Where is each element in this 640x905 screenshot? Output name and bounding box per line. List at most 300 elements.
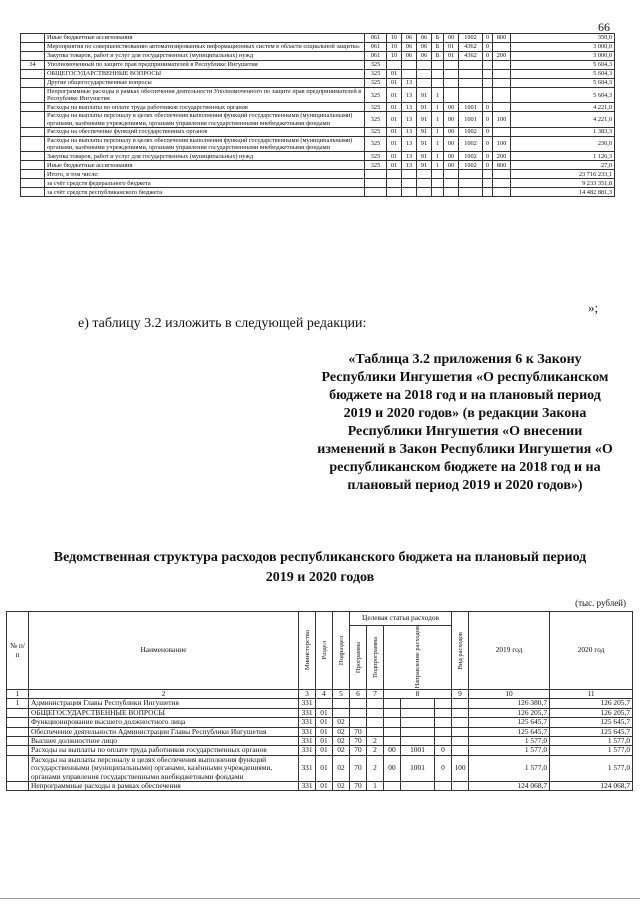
column-index: 6 <box>350 690 367 699</box>
code-cell <box>435 727 452 736</box>
table-row <box>21 127 615 136</box>
code-cell: 13 <box>402 136 417 151</box>
table-row <box>7 737 633 746</box>
row-name: Другие общегосударственные вопросы <box>45 79 365 88</box>
code-cell <box>444 170 459 179</box>
header-subsection-label: Подраздел <box>337 635 345 666</box>
code-cell <box>402 170 417 179</box>
code-cell: 10 <box>387 52 402 61</box>
code-cell: 00 <box>384 746 401 755</box>
header-2019: 2019 год <box>469 612 550 690</box>
code-cell <box>401 718 435 727</box>
table-row <box>21 88 615 103</box>
code-cell <box>402 61 417 70</box>
row-number <box>21 179 45 188</box>
row-name: Расходы на обеспечение функций государственных органов <box>45 127 365 136</box>
code-cell: 00 <box>444 127 459 136</box>
row-name: Непрограммные расходы в рамках обеспечения деятельности Уполномоченного по защите прав предпринимателей в Республике Ингушетия <box>45 88 365 103</box>
code-cell: 02 <box>333 727 350 736</box>
amount-2020: 125 645,7 <box>550 727 633 736</box>
amount-2019: 125 645,7 <box>469 727 550 736</box>
code-cell: 01 <box>316 755 333 781</box>
code-cell: 0 <box>483 112 493 127</box>
table-row <box>7 727 633 736</box>
code-cell <box>452 737 469 746</box>
code-cell: 00 <box>444 112 459 127</box>
code-cell: 200 <box>493 152 511 161</box>
code-cell <box>402 70 417 79</box>
row-number <box>21 188 45 197</box>
code-cell <box>435 699 452 708</box>
header-2020: 2020 год <box>550 612 633 690</box>
code-cell: 325 <box>365 70 387 79</box>
code-cell: 331 <box>299 708 316 717</box>
code-cell: 325 <box>365 127 387 136</box>
code-cell: 91 <box>417 112 432 127</box>
code-cell <box>452 782 469 791</box>
code-cell <box>367 708 384 717</box>
column-index: 7 <box>367 690 384 699</box>
code-cell: 02 <box>333 755 350 781</box>
amount-2020: 126 205,7 <box>550 708 633 717</box>
table-row <box>21 61 615 70</box>
amount-cell: 9 233 351,8 <box>511 179 615 188</box>
code-cell <box>401 737 435 746</box>
amount-cell: 27,0 <box>511 161 615 170</box>
code-cell: 0 <box>435 755 452 781</box>
table-heading-reference: «Таблица 3.2 приложения 6 к Закону Республики Ингушетия «О республиканском бюджете на 2018 год и на плановый период 2019 и 2020 годов» (в редакции Закона Республики Ингушетия «О внесении изменений в Закон Республики Ингушетия «О республиканском бюджете на 2018 год и на плановый период 2019 и 2020 годов») <box>317 352 613 493</box>
code-cell <box>401 782 435 791</box>
code-cell: 331 <box>299 718 316 727</box>
code-cell <box>452 727 469 736</box>
table-row <box>7 782 633 791</box>
code-cell: 02 <box>333 737 350 746</box>
code-cell <box>483 61 493 70</box>
code-cell: 1001 <box>401 755 435 781</box>
code-cell: 1002 <box>459 127 483 136</box>
code-cell: 325 <box>365 79 387 88</box>
table-row <box>7 755 633 781</box>
row-name: за счёт средств республиканского бюджета <box>45 188 365 197</box>
code-cell: 00 <box>444 34 459 43</box>
table-row <box>21 43 615 52</box>
code-cell: 1 <box>432 136 444 151</box>
header-name: Наименование <box>29 612 299 690</box>
code-cell: 01 <box>316 746 333 755</box>
row-name: Мероприятия по совершенствованию автоматизированных информационных систем в области социальной защиты» <box>45 43 365 52</box>
row-name: Иные бюджетные ассигнования <box>45 161 365 170</box>
code-cell: 00 <box>444 136 459 151</box>
column-index-row <box>7 690 633 699</box>
row-name: Расходы на выплаты по оплате труда работников государственных органов <box>29 746 299 755</box>
header-program <box>350 626 367 690</box>
code-cell <box>367 699 384 708</box>
header-ministry-label: Министерство <box>303 630 311 671</box>
code-cell <box>493 79 511 88</box>
row-name: ОБЩЕГОСУДАРСТВЕННЫЕ ВОПРОСЫ <box>45 70 365 79</box>
amount-cell: 5 604,3 <box>511 70 615 79</box>
code-cell: 01 <box>444 43 459 52</box>
code-cell: 331 <box>299 782 316 791</box>
row-number <box>7 718 29 727</box>
header-direction-label: Направление расходов <box>414 626 421 689</box>
code-cell <box>493 88 511 103</box>
header-target-article: Целевая статья расходов <box>350 612 452 626</box>
code-cell <box>401 727 435 736</box>
amount-2019: 1 577,0 <box>469 755 550 781</box>
code-cell <box>444 188 459 197</box>
code-cell: 01 <box>316 727 333 736</box>
code-cell: 061 <box>365 34 387 43</box>
code-cell <box>432 179 444 188</box>
row-number: 34 <box>21 61 45 70</box>
code-cell <box>459 70 483 79</box>
code-cell: 0 <box>483 161 493 170</box>
amount-cell: 23 716 233,1 <box>511 170 615 179</box>
code-cell: 91 <box>417 152 432 161</box>
amount-cell: 5 604,3 <box>511 79 615 88</box>
code-cell: 1 <box>432 152 444 161</box>
code-cell: 325 <box>365 112 387 127</box>
code-cell: 1002 <box>459 152 483 161</box>
code-cell <box>444 179 459 188</box>
code-cell: 800 <box>493 34 511 43</box>
header-direction <box>384 626 452 690</box>
code-cell <box>459 188 483 197</box>
code-cell <box>365 188 387 197</box>
amount-2020: 1 577,0 <box>550 737 633 746</box>
header-subprogram <box>367 626 384 690</box>
table-row <box>21 103 615 112</box>
table-row <box>21 112 615 127</box>
code-cell: 00 <box>444 152 459 161</box>
header-section <box>316 612 333 690</box>
code-cell <box>493 61 511 70</box>
code-cell <box>401 699 435 708</box>
code-cell <box>483 179 493 188</box>
row-name: Закупка товаров, работ и услуг для государственных (муниципальных) нужд <box>45 152 365 161</box>
code-cell <box>384 708 401 717</box>
code-cell <box>384 737 401 746</box>
code-cell <box>350 718 367 727</box>
amount-cell: 3 000,0 <box>511 52 615 61</box>
column-index: 4 <box>316 690 333 699</box>
code-cell: 01 <box>387 88 402 103</box>
code-cell: 331 <box>299 699 316 708</box>
code-cell <box>452 699 469 708</box>
row-number <box>7 746 29 755</box>
amount-2020: 1 577,0 <box>550 746 633 755</box>
code-cell: 91 <box>417 88 432 103</box>
amount-2019: 1 577,0 <box>469 737 550 746</box>
code-cell: 91 <box>417 127 432 136</box>
row-name: Расходы на выплаты персоналу в целях обеспечения выполнения функций государственными (муниципальными) органами, казёнными учреждениями, органами управления государственными внебюджетными фондами <box>45 112 365 127</box>
code-cell <box>333 699 350 708</box>
code-cell <box>417 179 432 188</box>
code-cell <box>333 708 350 717</box>
code-cell: 06 <box>417 43 432 52</box>
code-cell: 0 <box>483 103 493 112</box>
code-cell: 1002 <box>459 161 483 170</box>
code-cell: 100 <box>493 112 511 127</box>
amount-cell: 4 221,0 <box>511 103 615 112</box>
code-cell: 70 <box>350 755 367 781</box>
table-row <box>21 52 615 61</box>
row-name: за счёт средств федерального бюджета <box>45 179 365 188</box>
column-index: 2 <box>29 690 299 699</box>
header-subprogram-label: Подпрограмма <box>371 637 379 678</box>
code-cell: 06 <box>402 43 417 52</box>
amount-cell: 230,0 <box>511 136 615 151</box>
code-cell <box>384 782 401 791</box>
code-cell: 70 <box>350 737 367 746</box>
code-cell: 1 <box>432 112 444 127</box>
code-cell: 01 <box>316 718 333 727</box>
code-cell: 70 <box>350 727 367 736</box>
code-cell <box>417 188 432 197</box>
code-cell: 13 <box>402 161 417 170</box>
code-cell: 0 <box>483 34 493 43</box>
code-cell: 00 <box>444 103 459 112</box>
column-index: 8 <box>384 690 452 699</box>
code-cell: 01 <box>387 112 402 127</box>
column-index: 3 <box>299 690 316 699</box>
code-cell <box>350 699 367 708</box>
code-cell: 02 <box>333 746 350 755</box>
row-number <box>21 34 45 43</box>
header-section-label: Раздел <box>320 641 328 660</box>
code-cell: 331 <box>299 746 316 755</box>
row-number <box>21 52 45 61</box>
page-number: 66 <box>598 20 610 34</box>
amount-2020: 1 577,0 <box>550 755 633 781</box>
row-number <box>7 737 29 746</box>
code-cell <box>402 179 417 188</box>
amount-cell: 350,0 <box>511 34 615 43</box>
code-cell: 1 <box>432 88 444 103</box>
code-cell: 01 <box>387 161 402 170</box>
code-cell: 1001 <box>401 746 435 755</box>
table-row <box>21 188 615 197</box>
table-row <box>7 708 633 717</box>
code-cell: 325 <box>365 152 387 161</box>
row-name: Администрация Главы Республики Ингушетия <box>29 699 299 708</box>
table-row <box>21 79 615 88</box>
code-cell <box>316 699 333 708</box>
row-name: Функционирование высшего должностного лица <box>29 718 299 727</box>
row-number <box>21 152 45 161</box>
amount-cell: 1 126,3 <box>511 152 615 161</box>
code-cell <box>367 727 384 736</box>
code-cell: 70 <box>350 782 367 791</box>
code-cell: 100 <box>452 755 469 781</box>
code-cell <box>459 170 483 179</box>
table-row <box>21 70 615 79</box>
amount-2019: 126 380,7 <box>469 699 550 708</box>
code-cell: 1001 <box>459 112 483 127</box>
closing-mark: »; <box>588 300 599 315</box>
code-cell: 10 <box>387 34 402 43</box>
code-cell: 331 <box>299 737 316 746</box>
code-cell <box>432 61 444 70</box>
code-cell <box>384 718 401 727</box>
row-name: Расходы на выплаты персоналу в целях обеспечения выполнения функций государственными (муниципальными) органами, казёнными учреждениями, органами управления государственными внебюджетными фондами <box>45 136 365 151</box>
code-cell <box>365 179 387 188</box>
code-cell <box>417 170 432 179</box>
code-cell <box>432 70 444 79</box>
amount-2020: 125 645,7 <box>550 718 633 727</box>
code-cell: 1 <box>367 782 384 791</box>
code-cell <box>384 727 401 736</box>
row-number: 1 <box>7 699 29 708</box>
code-cell: 0 <box>435 746 452 755</box>
code-cell: 0 <box>483 127 493 136</box>
code-cell: 06 <box>402 34 417 43</box>
header-subsection <box>333 612 350 690</box>
code-cell: 0 <box>483 52 493 61</box>
code-cell <box>432 170 444 179</box>
column-index: 10 <box>469 690 550 699</box>
code-cell: 2 <box>367 737 384 746</box>
amount-2020: 126 205,7 <box>550 699 633 708</box>
code-cell: 1 <box>432 161 444 170</box>
table-row <box>21 152 615 161</box>
row-number <box>21 136 45 151</box>
code-cell: 13 <box>402 112 417 127</box>
code-cell: 01 <box>387 127 402 136</box>
code-cell <box>493 43 511 52</box>
row-name: Высшее должностное лицо <box>29 737 299 746</box>
code-cell <box>350 708 367 717</box>
code-cell: 1002 <box>459 136 483 151</box>
row-number <box>7 708 29 717</box>
code-cell <box>493 70 511 79</box>
row-number <box>21 127 45 136</box>
code-cell: 00 <box>444 161 459 170</box>
column-index: 1 <box>7 690 29 699</box>
code-cell: 91 <box>417 103 432 112</box>
row-number <box>21 170 45 179</box>
code-cell: 061 <box>365 52 387 61</box>
code-cell: 13 <box>402 127 417 136</box>
row-name: Иные бюджетные ассигнования <box>45 34 365 43</box>
code-cell <box>365 170 387 179</box>
code-cell <box>459 179 483 188</box>
code-cell <box>417 70 432 79</box>
code-cell: 01 <box>444 52 459 61</box>
table-row <box>21 179 615 188</box>
code-cell <box>387 179 402 188</box>
table-row <box>7 746 633 755</box>
row-name: Расходы на выплаты по оплате труда работников государственных органов <box>45 103 365 112</box>
unit-label: (тыс. рублей) <box>575 598 626 608</box>
amount-2019: 125 645,7 <box>469 718 550 727</box>
code-cell: 325 <box>365 88 387 103</box>
amount-cell: 1 383,3 <box>511 127 615 136</box>
document-title: Ведомственная структура расходов республиканского бюджета на плановый период 2019 и 2020 годов <box>53 550 587 585</box>
column-index: 5 <box>333 690 350 699</box>
code-cell <box>444 79 459 88</box>
code-cell <box>444 61 459 70</box>
code-cell: 06 <box>402 52 417 61</box>
code-cell: 0 <box>483 136 493 151</box>
row-number <box>21 103 45 112</box>
column-index: 9 <box>452 690 469 699</box>
amount-2019: 1 577,0 <box>469 746 550 755</box>
code-cell: 331 <box>299 727 316 736</box>
code-cell: 0 <box>483 43 493 52</box>
code-cell: 800 <box>493 161 511 170</box>
row-name: Непрограммные расходы в рамках обеспечения <box>29 782 299 791</box>
code-cell: 13 <box>402 152 417 161</box>
row-name: Расходы на выплаты персоналу в целях обеспечения выполнения функций государственными (муниципальными) органами, казёнными учреждениями, органами управления государственными внебюджетными фондами <box>29 755 299 781</box>
code-cell <box>435 737 452 746</box>
row-number <box>21 161 45 170</box>
amount-cell: 3 000,0 <box>511 43 615 52</box>
code-cell: Б <box>432 52 444 61</box>
code-cell: 1001 <box>459 103 483 112</box>
budget-structure-table <box>6 611 633 791</box>
amount-cell: 14 482 881,3 <box>511 188 615 197</box>
code-cell <box>483 188 493 197</box>
code-cell <box>483 170 493 179</box>
code-cell <box>452 708 469 717</box>
code-cell <box>483 79 493 88</box>
code-cell: Б <box>432 43 444 52</box>
code-cell <box>387 61 402 70</box>
code-cell: 13 <box>402 88 417 103</box>
code-cell: 91 <box>417 136 432 151</box>
code-cell: 325 <box>365 103 387 112</box>
code-cell <box>459 88 483 103</box>
header-num: № п/п <box>7 612 29 690</box>
code-cell: 01 <box>387 103 402 112</box>
code-cell: 325 <box>365 136 387 151</box>
code-cell: 4362 <box>459 43 483 52</box>
table-row <box>21 136 615 151</box>
code-cell: 06 <box>417 52 432 61</box>
code-cell: 325 <box>365 61 387 70</box>
header-expense-type-label: Вид расходов <box>456 631 464 670</box>
code-cell: 01 <box>387 70 402 79</box>
row-name: Итого, в том числе: <box>45 170 365 179</box>
code-cell: 01 <box>316 782 333 791</box>
budget-table-body <box>7 699 633 791</box>
row-number <box>21 43 45 52</box>
code-cell: 13 <box>402 103 417 112</box>
column-index: 11 <box>550 690 633 699</box>
code-cell <box>432 79 444 88</box>
amendment-intro-text: е) таблицу 3.2 изложить в следующей редакции: <box>78 316 367 331</box>
bottom-scan-line <box>0 898 640 899</box>
code-cell <box>367 718 384 727</box>
code-cell <box>493 179 511 188</box>
code-cell: 200 <box>493 52 511 61</box>
amount-2020: 124 068,7 <box>550 782 633 791</box>
code-cell <box>417 61 432 70</box>
code-cell: 1002 <box>459 34 483 43</box>
row-name: ОБЩЕГОСУДАРСТВЕННЫЕ ВОПРОСЫ <box>29 708 299 717</box>
code-cell: 325 <box>365 161 387 170</box>
table-row <box>7 718 633 727</box>
row-number <box>7 782 29 791</box>
code-cell: 1 <box>432 103 444 112</box>
amount-cell: 4 221,0 <box>511 112 615 127</box>
amount-cell: 5 604,3 <box>511 61 615 70</box>
code-cell <box>387 188 402 197</box>
row-number <box>7 755 29 781</box>
code-cell <box>452 746 469 755</box>
